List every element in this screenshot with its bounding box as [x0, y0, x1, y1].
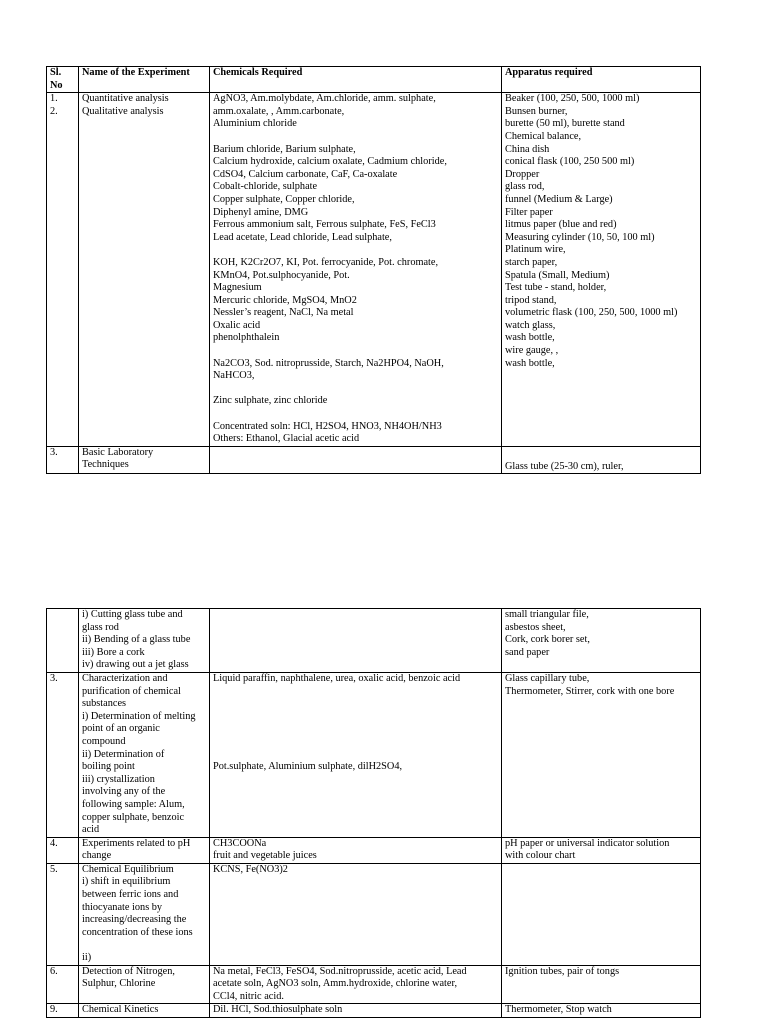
experiment-name: iii) Bore a cork [82, 646, 145, 658]
apparatus-line: wire gauge, , [505, 345, 559, 357]
table-row [47, 863, 701, 965]
chemical-line: Barium chloride, Barium sulphate, [213, 143, 356, 155]
chemical-line: CdSO4, Calcium carbonate, CaF, Ca-oxalate [213, 168, 398, 180]
sl-number: 2. [50, 105, 58, 117]
apparatus-line: Cork, cork borer set, [505, 634, 590, 646]
header-chemicals: Chemicals Required [210, 67, 502, 93]
chemical-line: Copper sulphate, Copper chloride, [213, 193, 355, 205]
experiment-name: purification of chemical [82, 685, 181, 697]
apparatus-line: Measuring cylinder (10, 50, 100 ml) [505, 231, 655, 243]
sl-number: 6. [47, 965, 79, 1004]
experiment-name: compound [82, 735, 126, 747]
header-experiment: Name of the Experiment [79, 67, 210, 93]
chemicals-cell [210, 965, 502, 1004]
apparatus-line: watch glass, [505, 319, 556, 331]
experiment-name: ii) Determination of [82, 748, 165, 760]
apparatus-cell [502, 609, 701, 673]
chemical-line: Ferrous ammonium salt, Ferrous sulphate, FeS, FeCl3 [213, 219, 436, 231]
experiment-name: Basic Laboratory [82, 446, 154, 458]
chemicals-group [213, 421, 498, 446]
chemical-line: KCNS, Fe(NO3)2 [213, 863, 288, 875]
chemical-line: Mercuric chloride, MgSO4, MnO2 [213, 294, 357, 306]
experiment-name: Quantitative analysis [82, 93, 169, 105]
sl-number: 5. [47, 863, 79, 965]
experiment-name: following sample: Alum, [82, 798, 185, 810]
apparatus-line: Glass capillary tube, [505, 672, 590, 684]
apparatus-line: Spatula (Small, Medium) [505, 269, 610, 281]
table-row [47, 965, 701, 1004]
chemicals-cell [210, 93, 502, 447]
sl-number: 9. [47, 1004, 79, 1018]
sl-cell [47, 609, 79, 673]
chemical-line: acetate soln, AgNO3 soln, Amm.hydroxide, chlorine water, [213, 978, 458, 990]
chemical-line: Na2CO3, Sod. nitroprusside, Starch, Na2HPO4, NaOH, [213, 357, 444, 369]
apparatus-line: pH paper or universal indicator solution [505, 837, 670, 849]
experiment-cell [79, 446, 210, 474]
chemical-line: CCl4, nitric acid. [213, 990, 284, 1002]
experiment-name: Chemical Kinetics [79, 1004, 210, 1018]
sl-number: 4. [47, 837, 79, 863]
apparatus-line: wash bottle, [505, 332, 555, 344]
experiment-name: concentration of these ions [82, 926, 193, 938]
experiment-name: between ferric ions and [82, 889, 179, 901]
experiment-name: Detection of Nitrogen, [82, 965, 175, 977]
apparatus-line: funnel (Medium & Large) [505, 193, 613, 205]
table-row [47, 93, 701, 447]
experiment-name: iii) crystallization [82, 773, 155, 785]
apparatus-cell [502, 446, 701, 474]
apparatus-line: conical flask (100, 250 500 ml) [505, 156, 635, 168]
experiment-cell [79, 93, 210, 447]
table-row [47, 672, 701, 837]
chemicals-cell [210, 609, 502, 673]
apparatus-line: Beaker (100, 250, 500, 1000 ml) [505, 93, 640, 105]
sl-number: 3. [47, 446, 79, 474]
apparatus-line: starch paper, [505, 256, 558, 268]
apparatus-cell [502, 93, 701, 447]
chemical-line: NaHCO3, [213, 370, 255, 382]
chemicals-group [213, 93, 498, 131]
chemical-line: phenolphthalein [213, 332, 280, 344]
chemicals-cell [210, 863, 502, 965]
apparatus-line: asbestos sheet, [505, 621, 566, 633]
apparatus-line: with colour chart [505, 850, 576, 862]
experiment-cell [79, 965, 210, 1004]
table-row [47, 609, 701, 673]
chemical-line: Others: Ethanol, Glacial acetic acid [213, 433, 360, 445]
experiment-name: Techniques [82, 459, 129, 471]
experiment-name: increasing/decreasing the [82, 914, 187, 926]
chemical-line: Diphenyl amine, DMG [213, 206, 309, 218]
apparatus-line: Filter paper [505, 206, 553, 218]
chemicals-cell [210, 837, 502, 863]
table-row [47, 1004, 701, 1018]
apparatus-line: sand paper [505, 646, 550, 658]
chemicals-group [213, 257, 498, 345]
apparatus-line: litmus paper (blue and red) [505, 219, 617, 231]
chemical-line: Dil. HCl, Sod.thiosulphate soln [210, 1004, 502, 1018]
apparatus-line: Ignition tubes, pair of tongs [505, 965, 620, 977]
apparatus-line: wash bottle, [505, 357, 555, 369]
sl-number: 1. [50, 93, 58, 105]
chemicals-group [213, 358, 498, 383]
chemical-line: Calcium hydroxide, calcium oxalate, Cadmium chloride, [213, 156, 447, 168]
experiment-name: ii) [82, 952, 92, 964]
chemical-line: KMnO4, Pot.sulphocyanide, Pot. [213, 269, 350, 281]
table-row [47, 446, 701, 474]
apparatus-line: Thermometer, Stirrer, cork with one bore [505, 685, 675, 697]
apparatus-line: Glass tube (25-30 cm), ruler, [505, 460, 624, 472]
chemical-line: Lead acetate, Lead chloride, Lead sulphate, [213, 231, 392, 243]
experiment-name: ii) Bending of a glass tube [82, 634, 191, 646]
experiment-name: boiling point [82, 761, 135, 773]
experiment-name: involving any of the [82, 786, 166, 798]
experiment-name: acid [82, 824, 100, 836]
experiment-name: Qualitative analysis [82, 105, 164, 117]
chemical-line: Concentrated soln: HCl, H2SO4, HNO3, NH4OH/NH3 [213, 420, 442, 432]
chemicals-cell [210, 446, 502, 474]
chemical-line: Nessler’s reagent, NaCl, Na metal [213, 307, 354, 319]
header-apparatus: Apparatus required [502, 67, 701, 93]
apparatus-line: Thermometer, Stop watch [502, 1004, 701, 1018]
apparatus-line: burette (50 ml), burette stand [505, 118, 625, 130]
apparatus-cell [502, 863, 701, 965]
experiment-name: Sulphur, Chlorine [82, 978, 156, 990]
apparatus-line: glass rod, [505, 181, 545, 193]
apparatus-cell [502, 837, 701, 863]
experiment-cell [79, 672, 210, 837]
lab-requirements-table-page-1 [46, 66, 701, 474]
experiment-name: thiocyanate ions by [82, 901, 163, 913]
experiment-cell [79, 609, 210, 673]
experiment-name: i) Cutting glass tube and [82, 609, 183, 620]
header-sl-no: Sl. No [47, 67, 79, 93]
experiment-name: substances [82, 698, 127, 710]
apparatus-line: Bunsen burner, [505, 105, 568, 117]
experiment-name: Experiments related to pH [82, 837, 191, 849]
chemicals-group [213, 144, 498, 245]
chemical-line: Oxalic acid [213, 319, 261, 331]
apparatus-line: China dish [505, 143, 550, 155]
experiment-name: iv) drawing out a jet glass [82, 659, 189, 671]
experiment-name: copper sulphate, benzoic [82, 811, 185, 823]
experiment-name: Characterization and [82, 672, 168, 684]
lab-requirements-table-page-2 [46, 608, 701, 1018]
experiment-name: i) shift in equilibrium [82, 876, 171, 888]
chemical-line: AgNO3, Am.molybdate, Am.chloride, amm. sulphate, [213, 93, 436, 105]
chemical-line: fruit and vegetable juices [213, 850, 317, 862]
chemical-line: KOH, K2Cr2O7, KI, Pot. ferrocyanide, Pot. chromate, [213, 256, 439, 268]
apparatus-cell [502, 672, 701, 837]
experiment-cell [79, 863, 210, 965]
experiment-cell [79, 837, 210, 863]
apparatus-line: small triangular file, [505, 609, 589, 620]
apparatus-line: Platinum wire, [505, 244, 566, 256]
chemical-line: Zinc sulphate, zinc chloride [213, 395, 328, 407]
chemical-line: amm.oxalate, , Amm.carbonate, [213, 105, 345, 117]
chemicals-group [213, 395, 498, 408]
chemical-line: Cobalt-chloride, sulphate [213, 181, 318, 193]
apparatus-line: Test tube - stand, holder, [505, 282, 607, 294]
experiment-name: change [82, 850, 112, 862]
experiment-name: Chemical Equilibrium [82, 863, 174, 875]
chemical-line: Aluminium chloride [213, 118, 297, 130]
apparatus-line: tripod stand, [505, 294, 557, 306]
experiment-name: point of an organic [82, 723, 160, 735]
sl-number: 3. [47, 672, 79, 837]
apparatus-line: Dropper [505, 168, 540, 180]
apparatus-line: Chemical balance, [505, 130, 582, 142]
chemical-line: Liquid paraffin, naphthalene, urea, oxalic acid, benzoic acid [213, 672, 461, 684]
chemical-line: CH3COONa [213, 837, 267, 849]
chemical-line: Magnesium [213, 282, 262, 294]
apparatus-cell [502, 965, 701, 1004]
header-row [47, 67, 701, 93]
experiment-name: glass rod [82, 621, 119, 633]
chemical-line: Pot.sulphate, Aluminium sulphate, dilH2SO4, [213, 760, 403, 772]
apparatus-line: volumetric flask (100, 250, 500, 1000 ml) [505, 307, 678, 319]
experiment-name: i) Determination of melting [82, 710, 196, 722]
chemicals-cell [210, 672, 502, 837]
table-row [47, 837, 701, 863]
sl-cell [47, 93, 79, 447]
chemical-line: Na metal, FeCl3, FeSO4, Sod.nitroprusside, acetic acid, Lead [213, 965, 467, 977]
